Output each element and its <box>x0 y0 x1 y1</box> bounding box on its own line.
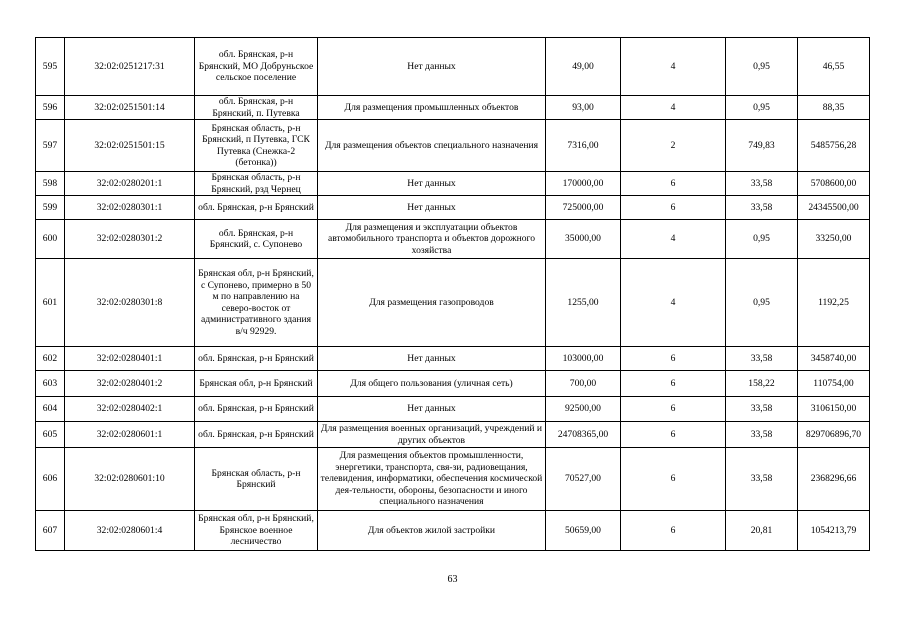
row-number: 606 <box>36 448 65 511</box>
table-row <box>36 371 870 397</box>
cadastral-cost: 5485756,28 <box>798 120 870 172</box>
table-row <box>36 196 870 220</box>
cadastral-number: 32:02:0280301:8 <box>65 259 195 347</box>
address: обл. Брянская, р-н Брянский, п. Путевка <box>195 96 318 120</box>
rate: 0,95 <box>726 96 798 120</box>
row-number: 598 <box>36 172 65 196</box>
group: 6 <box>621 511 726 551</box>
cadastral-cost: 829706896,70 <box>798 422 870 448</box>
address: обл. Брянская, р-н Брянский <box>195 347 318 371</box>
permitted-use: Для размещения и эксплуатации объектов автомобильного транспорта и объектов дорожного хозяйства <box>318 220 546 259</box>
cadastral-number: 32:02:0280301:2 <box>65 220 195 259</box>
table-row <box>36 448 870 511</box>
cadastral-cost: 33250,00 <box>798 220 870 259</box>
area: 700,00 <box>546 371 621 397</box>
permitted-use: Для размещения промышленных объектов <box>318 96 546 120</box>
area: 93,00 <box>546 96 621 120</box>
address: Брянская обл, р-н Брянский <box>195 371 318 397</box>
table-row <box>36 347 870 371</box>
permitted-use: Нет данных <box>318 38 546 96</box>
rate: 158,22 <box>726 371 798 397</box>
permitted-use: Нет данных <box>318 397 546 422</box>
cadastral-number: 32:02:0280601:1 <box>65 422 195 448</box>
permitted-use: Для размещения объектов промышленности, энергетики, транспорта, свя-зи, радиовещания, телевидения, информатики, обеспечения космической дея-тельности, обороны, безопасности и иного специального назначения <box>318 448 546 511</box>
rate: 33,58 <box>726 347 798 371</box>
cadastral-number: 32:02:0280601:10 <box>65 448 195 511</box>
row-number: 601 <box>36 259 65 347</box>
table-row <box>36 511 870 551</box>
row-number: 595 <box>36 38 65 96</box>
cadastral-cost: 5708600,00 <box>798 172 870 196</box>
cadastral-cost: 24345500,00 <box>798 196 870 220</box>
cadastral-number: 32:02:0280401:1 <box>65 347 195 371</box>
cadastral-number: 32:02:0280201:1 <box>65 172 195 196</box>
group: 6 <box>621 196 726 220</box>
area: 35000,00 <box>546 220 621 259</box>
rate: 749,83 <box>726 120 798 172</box>
table-row <box>36 259 870 347</box>
group: 6 <box>621 371 726 397</box>
address: обл. Брянская, р-н Брянский <box>195 196 318 220</box>
permitted-use: Нет данных <box>318 347 546 371</box>
address: Брянская область, р-н Брянский <box>195 448 318 511</box>
group: 6 <box>621 397 726 422</box>
permitted-use: Нет данных <box>318 172 546 196</box>
permitted-use: Для размещения объектов специального назначения <box>318 120 546 172</box>
row-number: 607 <box>36 511 65 551</box>
address: Брянская обл, р-н Брянский, с Супонево, примерно в 50 м по направлению на северо-восток от административного здания в/ч 92929. <box>195 259 318 347</box>
area: 7316,00 <box>546 120 621 172</box>
group: 2 <box>621 120 726 172</box>
group: 6 <box>621 448 726 511</box>
table-row <box>36 96 870 120</box>
table-row <box>36 397 870 422</box>
cadastral-number: 32:02:0251501:15 <box>65 120 195 172</box>
area: 170000,00 <box>546 172 621 196</box>
area: 70527,00 <box>546 448 621 511</box>
area: 49,00 <box>546 38 621 96</box>
rate: 0,95 <box>726 259 798 347</box>
cadastral-cost: 110754,00 <box>798 371 870 397</box>
address: обл. Брянская, р-н Брянский <box>195 422 318 448</box>
cadastral-cost: 46,55 <box>798 38 870 96</box>
address: обл. Брянская, р-н Брянский, МО Добруньское сельское поселение <box>195 38 318 96</box>
permitted-use: Для размещения газопроводов <box>318 259 546 347</box>
row-number: 605 <box>36 422 65 448</box>
row-number: 603 <box>36 371 65 397</box>
rate: 33,58 <box>726 172 798 196</box>
table-row <box>36 38 870 96</box>
permitted-use: Нет данных <box>318 196 546 220</box>
cadastral-number: 32:02:0251501:14 <box>65 96 195 120</box>
address: обл. Брянская, р-н Брянский <box>195 397 318 422</box>
area: 50659,00 <box>546 511 621 551</box>
cadastral-cost: 1054213,79 <box>798 511 870 551</box>
group: 6 <box>621 422 726 448</box>
row-number: 604 <box>36 397 65 422</box>
cadastral-cost: 1192,25 <box>798 259 870 347</box>
land-plots-table <box>35 37 870 551</box>
row-number: 596 <box>36 96 65 120</box>
group: 6 <box>621 172 726 196</box>
cadastral-number: 32:02:0251217:31 <box>65 38 195 96</box>
cadastral-cost: 88,35 <box>798 96 870 120</box>
area: 1255,00 <box>546 259 621 347</box>
rate: 20,81 <box>726 511 798 551</box>
group: 4 <box>621 259 726 347</box>
table-row <box>36 220 870 259</box>
cadastral-number: 32:02:0280401:2 <box>65 371 195 397</box>
rate: 0,95 <box>726 38 798 96</box>
address: Брянская обл, р-н Брянский, Брянское военное лесничество <box>195 511 318 551</box>
rate: 33,58 <box>726 422 798 448</box>
row-number: 602 <box>36 347 65 371</box>
area: 92500,00 <box>546 397 621 422</box>
cadastral-cost: 2368296,66 <box>798 448 870 511</box>
address: Брянская область, р-н Брянский, п Путевка, ГСК Путевка (Снежка-2 (бетонка)) <box>195 120 318 172</box>
address: Брянская область, р-н Брянский, рзд Чернец <box>195 172 318 196</box>
row-number: 599 <box>36 196 65 220</box>
cadastral-cost: 3106150,00 <box>798 397 870 422</box>
table-row <box>36 172 870 196</box>
cadastral-cost: 3458740,00 <box>798 347 870 371</box>
row-number: 597 <box>36 120 65 172</box>
table-body <box>36 38 870 551</box>
group: 4 <box>621 38 726 96</box>
page-number: 63 <box>447 574 458 585</box>
area: 103000,00 <box>546 347 621 371</box>
rate: 0,95 <box>726 220 798 259</box>
table-row <box>36 120 870 172</box>
area: 24708365,00 <box>546 422 621 448</box>
rate: 33,58 <box>726 196 798 220</box>
permitted-use: Для общего пользования (уличная сеть) <box>318 371 546 397</box>
group: 6 <box>621 347 726 371</box>
address: обл. Брянская, р-н Брянский, с. Супонево <box>195 220 318 259</box>
row-number: 600 <box>36 220 65 259</box>
rate: 33,58 <box>726 448 798 511</box>
cadastral-number: 32:02:0280301:1 <box>65 196 195 220</box>
permitted-use: Для размещения военных организаций, учреждений и других объектов <box>318 422 546 448</box>
area: 725000,00 <box>546 196 621 220</box>
group: 4 <box>621 220 726 259</box>
group: 4 <box>621 96 726 120</box>
cadastral-number: 32:02:0280402:1 <box>65 397 195 422</box>
permitted-use: Для объектов жилой застройки <box>318 511 546 551</box>
cadastral-number: 32:02:0280601:4 <box>65 511 195 551</box>
rate: 33,58 <box>726 397 798 422</box>
table-row <box>36 422 870 448</box>
